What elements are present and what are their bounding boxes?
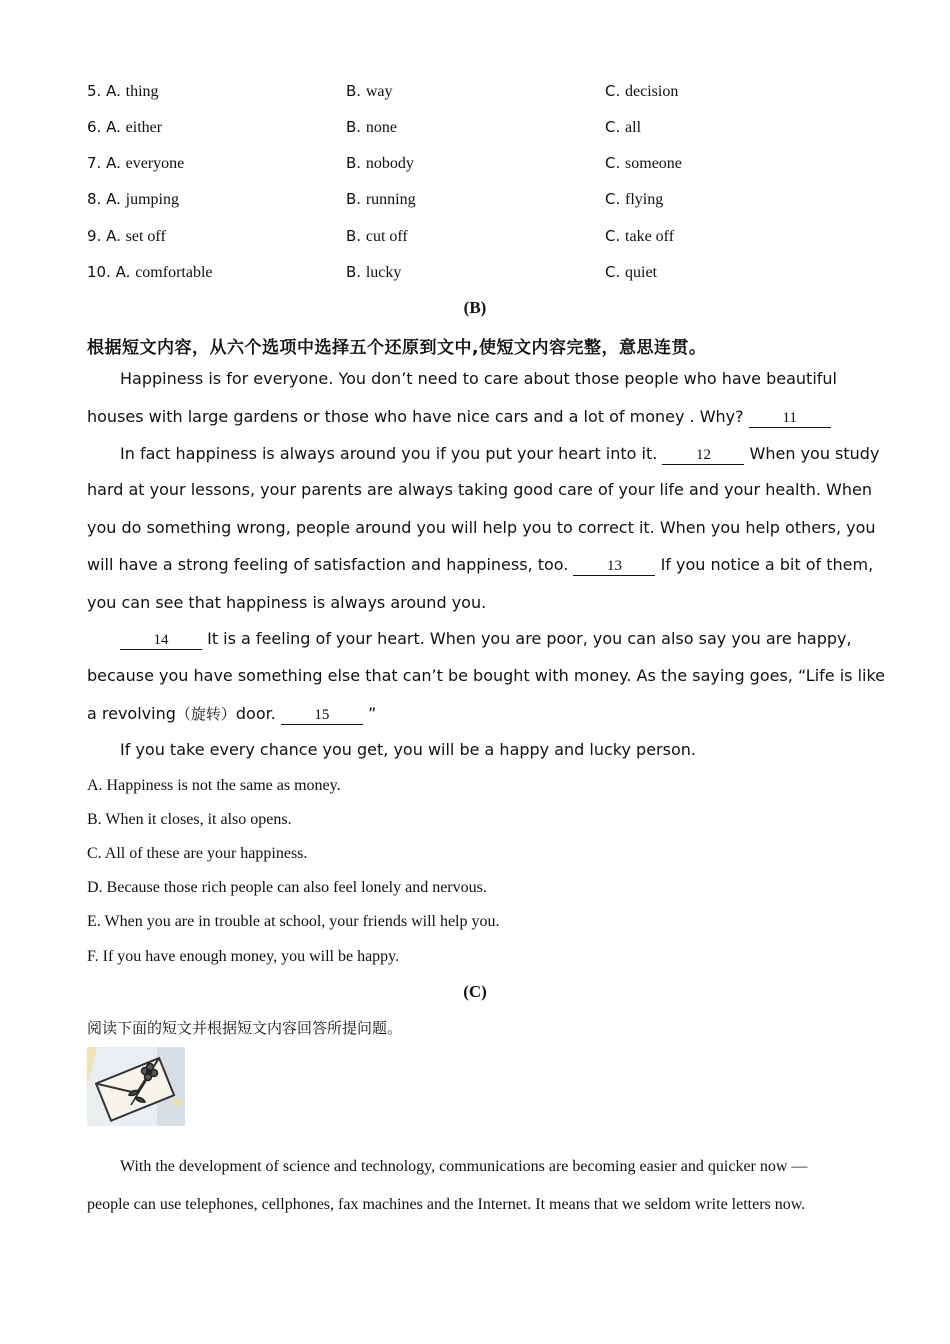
- passage-line: will have a strong feeling of satisfaction and happiness, too. 13 If you notice a bit of them,: [87, 555, 874, 574]
- passage-line: If you take every chance you get, you will be a happy and lucky person.: [120, 740, 696, 759]
- option-c: all: [625, 119, 642, 136]
- option-a: either: [125, 119, 163, 136]
- question-number: 7.: [87, 154, 102, 172]
- option-b: lucky: [365, 264, 402, 281]
- option-a: set off: [125, 228, 166, 245]
- option-b: way: [365, 83, 393, 100]
- option-c: take off: [625, 228, 675, 245]
- envelope-flower-icon: [87, 1047, 185, 1126]
- choice-item: A. Happiness is not the same as money.: [87, 777, 341, 794]
- question-number: 5.: [87, 82, 102, 100]
- choice-item: B. When it closes, it also opens.: [87, 811, 292, 828]
- blank-14[interactable]: 14: [120, 632, 202, 650]
- passage-c-line: With the development of science and technology, communications are becoming easier and quicker now —: [120, 1158, 808, 1175]
- passage-line: 14 It is a feeling of your heart. When you are poor, you can also say you are happy,: [120, 629, 852, 650]
- choice-item: C. All of these are your happiness.: [87, 845, 308, 862]
- passage-line: In fact happiness is always around you if you put your heart into it. 12 When you study: [120, 444, 880, 463]
- option-b: none: [365, 119, 397, 136]
- choice-item: E. When you are in trouble at school, your friends will help you.: [87, 913, 500, 930]
- passage-line: Happiness is for everyone. You don’t need to care about those people who have beautiful: [120, 369, 837, 388]
- option-c: someone: [625, 155, 682, 172]
- question-number: 6.: [87, 118, 102, 136]
- envelope-image: [87, 1047, 185, 1126]
- section-b-instruction: 根据短文内容，从六个选项中选择五个还原到文中,使短文内容完整，意思连贯。: [87, 338, 707, 358]
- section-c-instruction: 阅读下面的短文并根据短文内容回答所提问题。: [87, 1019, 403, 1037]
- option-b: running: [365, 191, 416, 208]
- worksheet-page: 5. A. thing B. way C. decision 6. A. either B. none C. all 7. A. everyone B. nobody C. someone 8. A. jumping B. running C. flying 9. A. set off B. cut off C. take off 10. A. comfortable B. lucky C. quiet (B) 根据短文内容，从六个选项中选择五个还原到文中,使短文内容完整，意思连贯。 Happiness is for everyone. You don’t need to care about those people who have beautiful houses with large gardens or those who have nice cars and a lot of money . Why? 11 In fact happiness is always around you if you put your heart into it. 12 When you study hard at your lessons, your parents are always taking good care of your life and your health. When you do something wrong, people around you will help you to correct it. When you help others, you will have a strong feeling of satisfaction and happiness, too. 13 If you notice a bit of them, you can see that happiness is always around you. 14 It is a feeling of your heart. When you are poor, you can also say you are happy, because you have something else that can’t be bought with money. As the saying goes, “Life is like a revolving（旋转）door. 15 ” If you take every chance you get, you will be a happy and lucky person. A. Happiness is not the same as money. B. When it closes, it also opens. C. All of these are your happiness. D. Because those rich people can also feel lonely and nervous. E. When you are in trouble at school, your friends will help you. F. If you have enough money, you will be happy. (C) 阅读下面的短文并根据短文内容回答所提问题。 With the development of science and technology, communications are becoming easier and quicker now — people can use telephones, cellphones, fax machines and the Internet. It means that we seldom write letters now.: [0, 0, 950, 1344]
- option-c: decision: [625, 83, 679, 100]
- question-number: 8.: [87, 190, 102, 208]
- passage-line: you can see that happiness is always around you.: [87, 593, 487, 612]
- passage-line: because you have something else that can’t be bought with money. As the saying goes, “Life is like: [87, 666, 885, 685]
- option-a: jumping: [125, 191, 179, 208]
- passage-line: hard at your lessons, your parents are always taking good care of your life and your health. When: [87, 480, 872, 499]
- passage-line: you do something wrong, people around you will help you to correct it. When you help others, you: [87, 518, 876, 537]
- option-b: nobody: [365, 155, 414, 172]
- choice-item: F. If you have enough money, you will be happy.: [87, 948, 400, 965]
- section-b-title: (B): [463, 298, 487, 317]
- blank-15[interactable]: 15: [281, 707, 363, 725]
- choice-item: D. Because those rich people can also feel lonely and nervous.: [87, 879, 487, 896]
- blank-13[interactable]: 13: [573, 558, 655, 576]
- option-a: comfortable: [135, 264, 213, 281]
- blank-11[interactable]: 11: [749, 410, 831, 428]
- option-a: thing: [125, 83, 159, 100]
- option-c: quiet: [625, 264, 658, 281]
- question-number: 10.: [87, 263, 111, 281]
- blank-12[interactable]: 12: [662, 447, 744, 465]
- section-c-title: (C): [463, 982, 487, 1001]
- option-a: everyone: [125, 155, 185, 172]
- option-b: cut off: [365, 228, 408, 245]
- passage-c-line: people can use telephones, cellphones, fax machines and the Internet. It means that we seldom write letters now.: [87, 1196, 806, 1213]
- question-number: 9.: [87, 227, 102, 245]
- passage-line: houses with large gardens or those who have nice cars and a lot of money . Why? 11: [87, 407, 831, 428]
- option-c: flying: [625, 191, 664, 208]
- passage-line: a revolving（旋转）door. 15 ”: [87, 704, 377, 723]
